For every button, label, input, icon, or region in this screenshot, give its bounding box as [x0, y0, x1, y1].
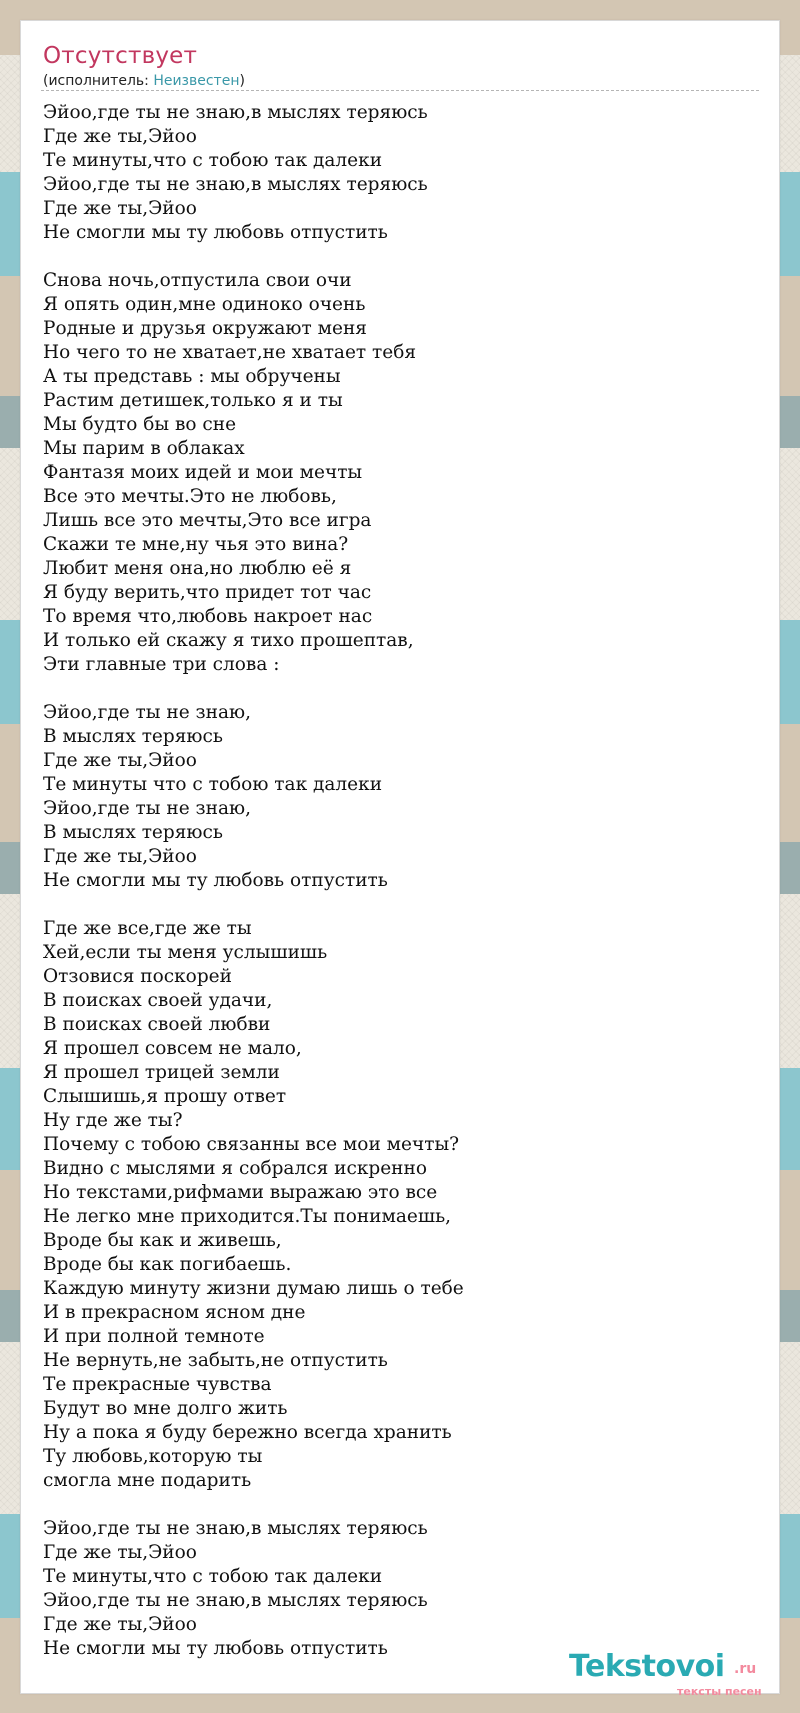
lyric-line: Эти главные три слова :: [43, 654, 280, 675]
lyric-line: Те прекрасные чувства: [43, 1374, 272, 1395]
lyric-line: В поисках своей удачи,: [43, 990, 273, 1011]
lyric-line: Скажи те мне,ну чья это вина?: [43, 534, 349, 555]
lyric-line: Отзовися поскорей: [43, 966, 232, 987]
lyric-line: В поисках своей любви: [43, 1014, 271, 1035]
lyric-line: Где же все,где же ты: [43, 918, 252, 939]
lyric-line: Где же ты,Эйоо: [43, 198, 197, 219]
lyric-line: Ну где же ты?: [43, 1110, 183, 1131]
lyric-line: Мы парим в облаках: [43, 438, 245, 459]
lyric-line: То время что,любовь накроет нас: [43, 606, 373, 627]
lyric-line: Эйоо,где ты не знаю,в мыслях теряюсь: [43, 1518, 428, 1539]
lyric-line: Эйоо,где ты не знаю,: [43, 798, 251, 819]
lyric-line: В мыслях теряюсь: [43, 726, 223, 747]
lyric-line: Не смогли мы ту любовь отпустить: [43, 870, 388, 891]
lyric-line: Любит меня она,но люблю её я: [43, 558, 352, 579]
lyric-line: В мыслях теряюсь: [43, 822, 223, 843]
lyric-line: Мы будто бы во сне: [43, 414, 237, 435]
lyric-line: Хей,если ты меня услышишь: [43, 942, 328, 963]
logo-wordmark: Tekstovoi: [569, 1649, 725, 1684]
lyric-line: Где же ты,Эйоо: [43, 750, 197, 771]
lyric-line: Не легко мне приходится.Ты понимаешь,: [43, 1206, 452, 1227]
lyric-line: Где же ты,Эйоо: [43, 126, 197, 147]
lyric-line: Те минуты что с тобою так далеки: [43, 774, 383, 795]
lyric-line: Эйоо,где ты не знаю,в мыслях теряюсь: [43, 174, 428, 195]
stanza-break: [43, 677, 763, 701]
lyric-line: Каждую минуту жизни думаю лишь о тебе: [43, 1278, 464, 1299]
logo-tagline: тексты песен: [677, 1685, 762, 1698]
lyric-line: Все это мечты.Это не любовь,: [43, 486, 337, 507]
artist-prefix: (исполнитель:: [43, 73, 154, 89]
lyrics-text: [43, 101, 763, 1661]
lyric-line: Где же ты,Эйоо: [43, 1542, 197, 1563]
lyrics-card: [20, 20, 780, 1698]
logo-domain: .ru: [734, 1661, 757, 1677]
lyric-line: Эйоо,где ты не знаю,в мыслях теряюсь: [43, 1590, 428, 1611]
lyric-line: Я опять один,мне одиноко очень: [43, 294, 366, 315]
lyric-line: Но чего то не хватает,не хватает тебя: [43, 342, 417, 363]
lyric-line: Лишь все это мечты,Это все игра: [43, 510, 372, 531]
song-title: Отсутствует: [43, 43, 198, 69]
title-divider: [41, 90, 759, 91]
lyric-line: Я прошел трицей земли: [43, 1062, 280, 1083]
site-logo[interactable]: [569, 1649, 769, 1699]
lyric-line: И при полной темноте: [43, 1326, 265, 1347]
stanza-break: [43, 893, 763, 917]
lyric-line: Фантазя моих идей и мои мечты: [43, 462, 363, 483]
artist-suffix: ): [239, 73, 245, 89]
lyric-line: Не смогли мы ту любовь отпустить: [43, 222, 388, 243]
lyric-line: Вроде бы как и живешь,: [43, 1230, 282, 1251]
lyric-line: А ты представь : мы обручены: [43, 366, 341, 387]
lyric-line: Я прошел совсем не мало,: [43, 1038, 302, 1059]
lyric-line: Эйоо,где ты не знаю,в мыслях теряюсь: [43, 102, 428, 123]
stanza-break: [43, 1493, 763, 1517]
lyric-line: Те минуты,что с тобою так далеки: [43, 1566, 383, 1587]
lyric-line: Слышишь,я прошу ответ: [43, 1086, 287, 1107]
lyric-line: Где же ты,Эйоо: [43, 1614, 197, 1635]
artist-link[interactable]: Неизвестен: [153, 73, 240, 89]
lyric-line: Я буду верить,что придет тот час: [43, 582, 372, 603]
lyric-line: Почему с тобою связанны все мои мечты?: [43, 1134, 460, 1155]
lyric-line: Вроде бы как погибаешь.: [43, 1254, 292, 1275]
lyric-line: Ну а пока я буду бережно всегда хранить: [43, 1422, 452, 1443]
lyric-line: Те минуты,что с тобою так далеки: [43, 150, 383, 171]
lyric-line: И в прекрасном ясном дне: [43, 1302, 306, 1323]
stanza-break: [43, 245, 763, 269]
lyric-line: Не вернуть,не забыть,не отпустить: [43, 1350, 388, 1371]
lyric-line: Но текстами,рифмами выражаю это все: [43, 1182, 438, 1203]
lyric-line: Видно с мыслями я собрался искренно: [43, 1158, 427, 1179]
lyric-line: Ту любовь,которую ты: [43, 1446, 263, 1467]
lyric-line: смогла мне подарить: [43, 1470, 252, 1491]
lyric-line: Эйоо,где ты не знаю,: [43, 702, 251, 723]
lyric-line: Будут во мне долго жить: [43, 1398, 288, 1419]
lyric-line: Родные и друзья окружают меня: [43, 318, 367, 339]
lyric-line: Где же ты,Эйоо: [43, 846, 197, 867]
lyric-line: И только ей скажу я тихо прошептав,: [43, 630, 414, 651]
lyric-line: Не смогли мы ту любовь отпустить: [43, 1638, 388, 1659]
lyric-line: Растим детишек,только я и ты: [43, 390, 343, 411]
lyric-line: Снова ночь,отпустила свои очи: [43, 270, 352, 291]
artist-line: [43, 73, 245, 89]
